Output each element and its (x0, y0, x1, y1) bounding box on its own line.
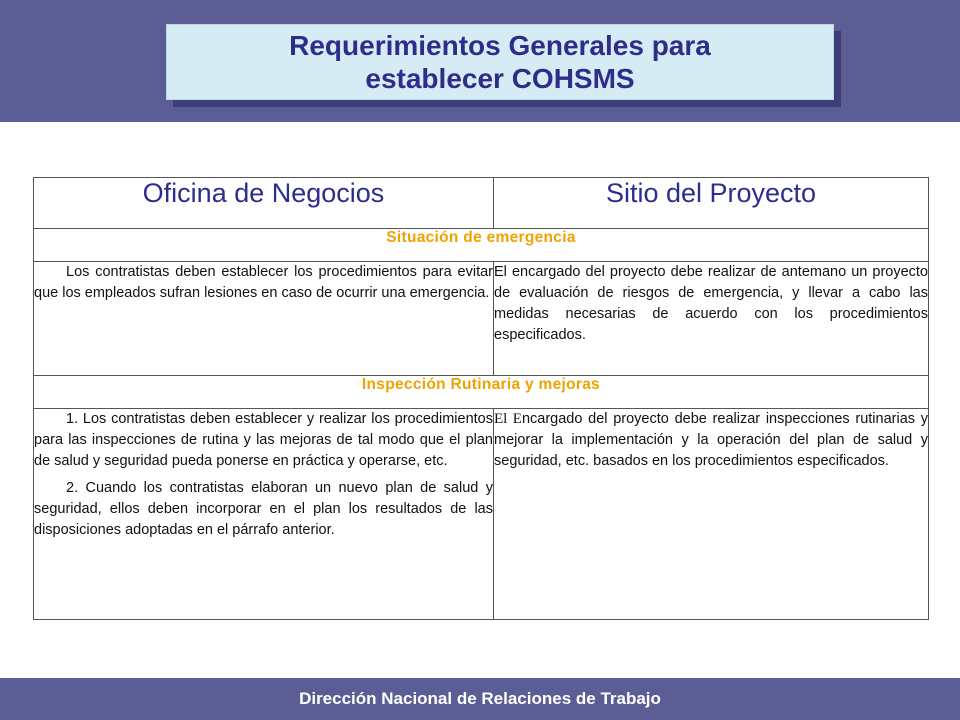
cell-paragraph: Los contratistas deben establecer los procedimientos para evitar que los empleados sufran lesiones en caso de ocurrir una emergencia. (34, 264, 493, 301)
cell-paragraph (494, 262, 928, 346)
cell-paragraph-2: 2. Cuando los contratistas elaboran un nuevo plan de salud y seguridad, ellos deben incorporar en el plan los resultados de las disposiciones adoptadas en el párrafo anterior. (34, 480, 493, 538)
table-header-row (34, 178, 929, 229)
section-heading-inspection: Inspección Rutinaria y mejoras (34, 376, 929, 409)
cell-office-inspection (34, 409, 494, 620)
slide-title-line-2: establecer COHSMS (365, 63, 635, 94)
column-header-office: Oficina de Negocios (34, 178, 494, 229)
column-header-site: Sitio del Proyecto (494, 178, 929, 229)
cell-office-emergency (34, 262, 494, 376)
table-row (34, 262, 929, 376)
title-box (166, 24, 834, 100)
cell-paragraph-body: El encargado del proyecto debe realizar de antemano un proyecto de evaluación de riesgos de emergencia, y llevar a cabo las medidas necesarias de acuerdo con los procedimientos especificados. (494, 264, 928, 343)
cell-paragraph-prefix: El E (494, 411, 522, 427)
section-row-inspection (34, 376, 929, 409)
footer-text: Dirección Nacional de Relaciones de Trabajo (299, 689, 661, 708)
cell-site-emergency (494, 262, 929, 376)
cell-paragraph (494, 409, 928, 472)
section-row-emergency (34, 229, 929, 262)
requirements-table (33, 177, 929, 620)
slide-title-line-1: Requerimientos Generales para (289, 30, 711, 61)
table-row (34, 409, 929, 620)
cell-paragraph-body: ncargado del proyecto debe realizar inspecciones rutinarias y mejorar la implementación y la operación del plan de salud y seguridad, etc. basados en los procedimientos especificados. (494, 411, 928, 469)
cell-paragraph-1: 1. Los contratistas deben establecer y realizar los procedimientos para las inspecciones de rutina y las mejoras de tal modo que el plan de salud y seguridad pueda ponerse en práctica y operarse, etc. (34, 411, 493, 469)
footer-band (0, 678, 960, 720)
section-heading-emergency: Situación de emergencia (34, 229, 929, 262)
cell-site-inspection (494, 409, 929, 620)
